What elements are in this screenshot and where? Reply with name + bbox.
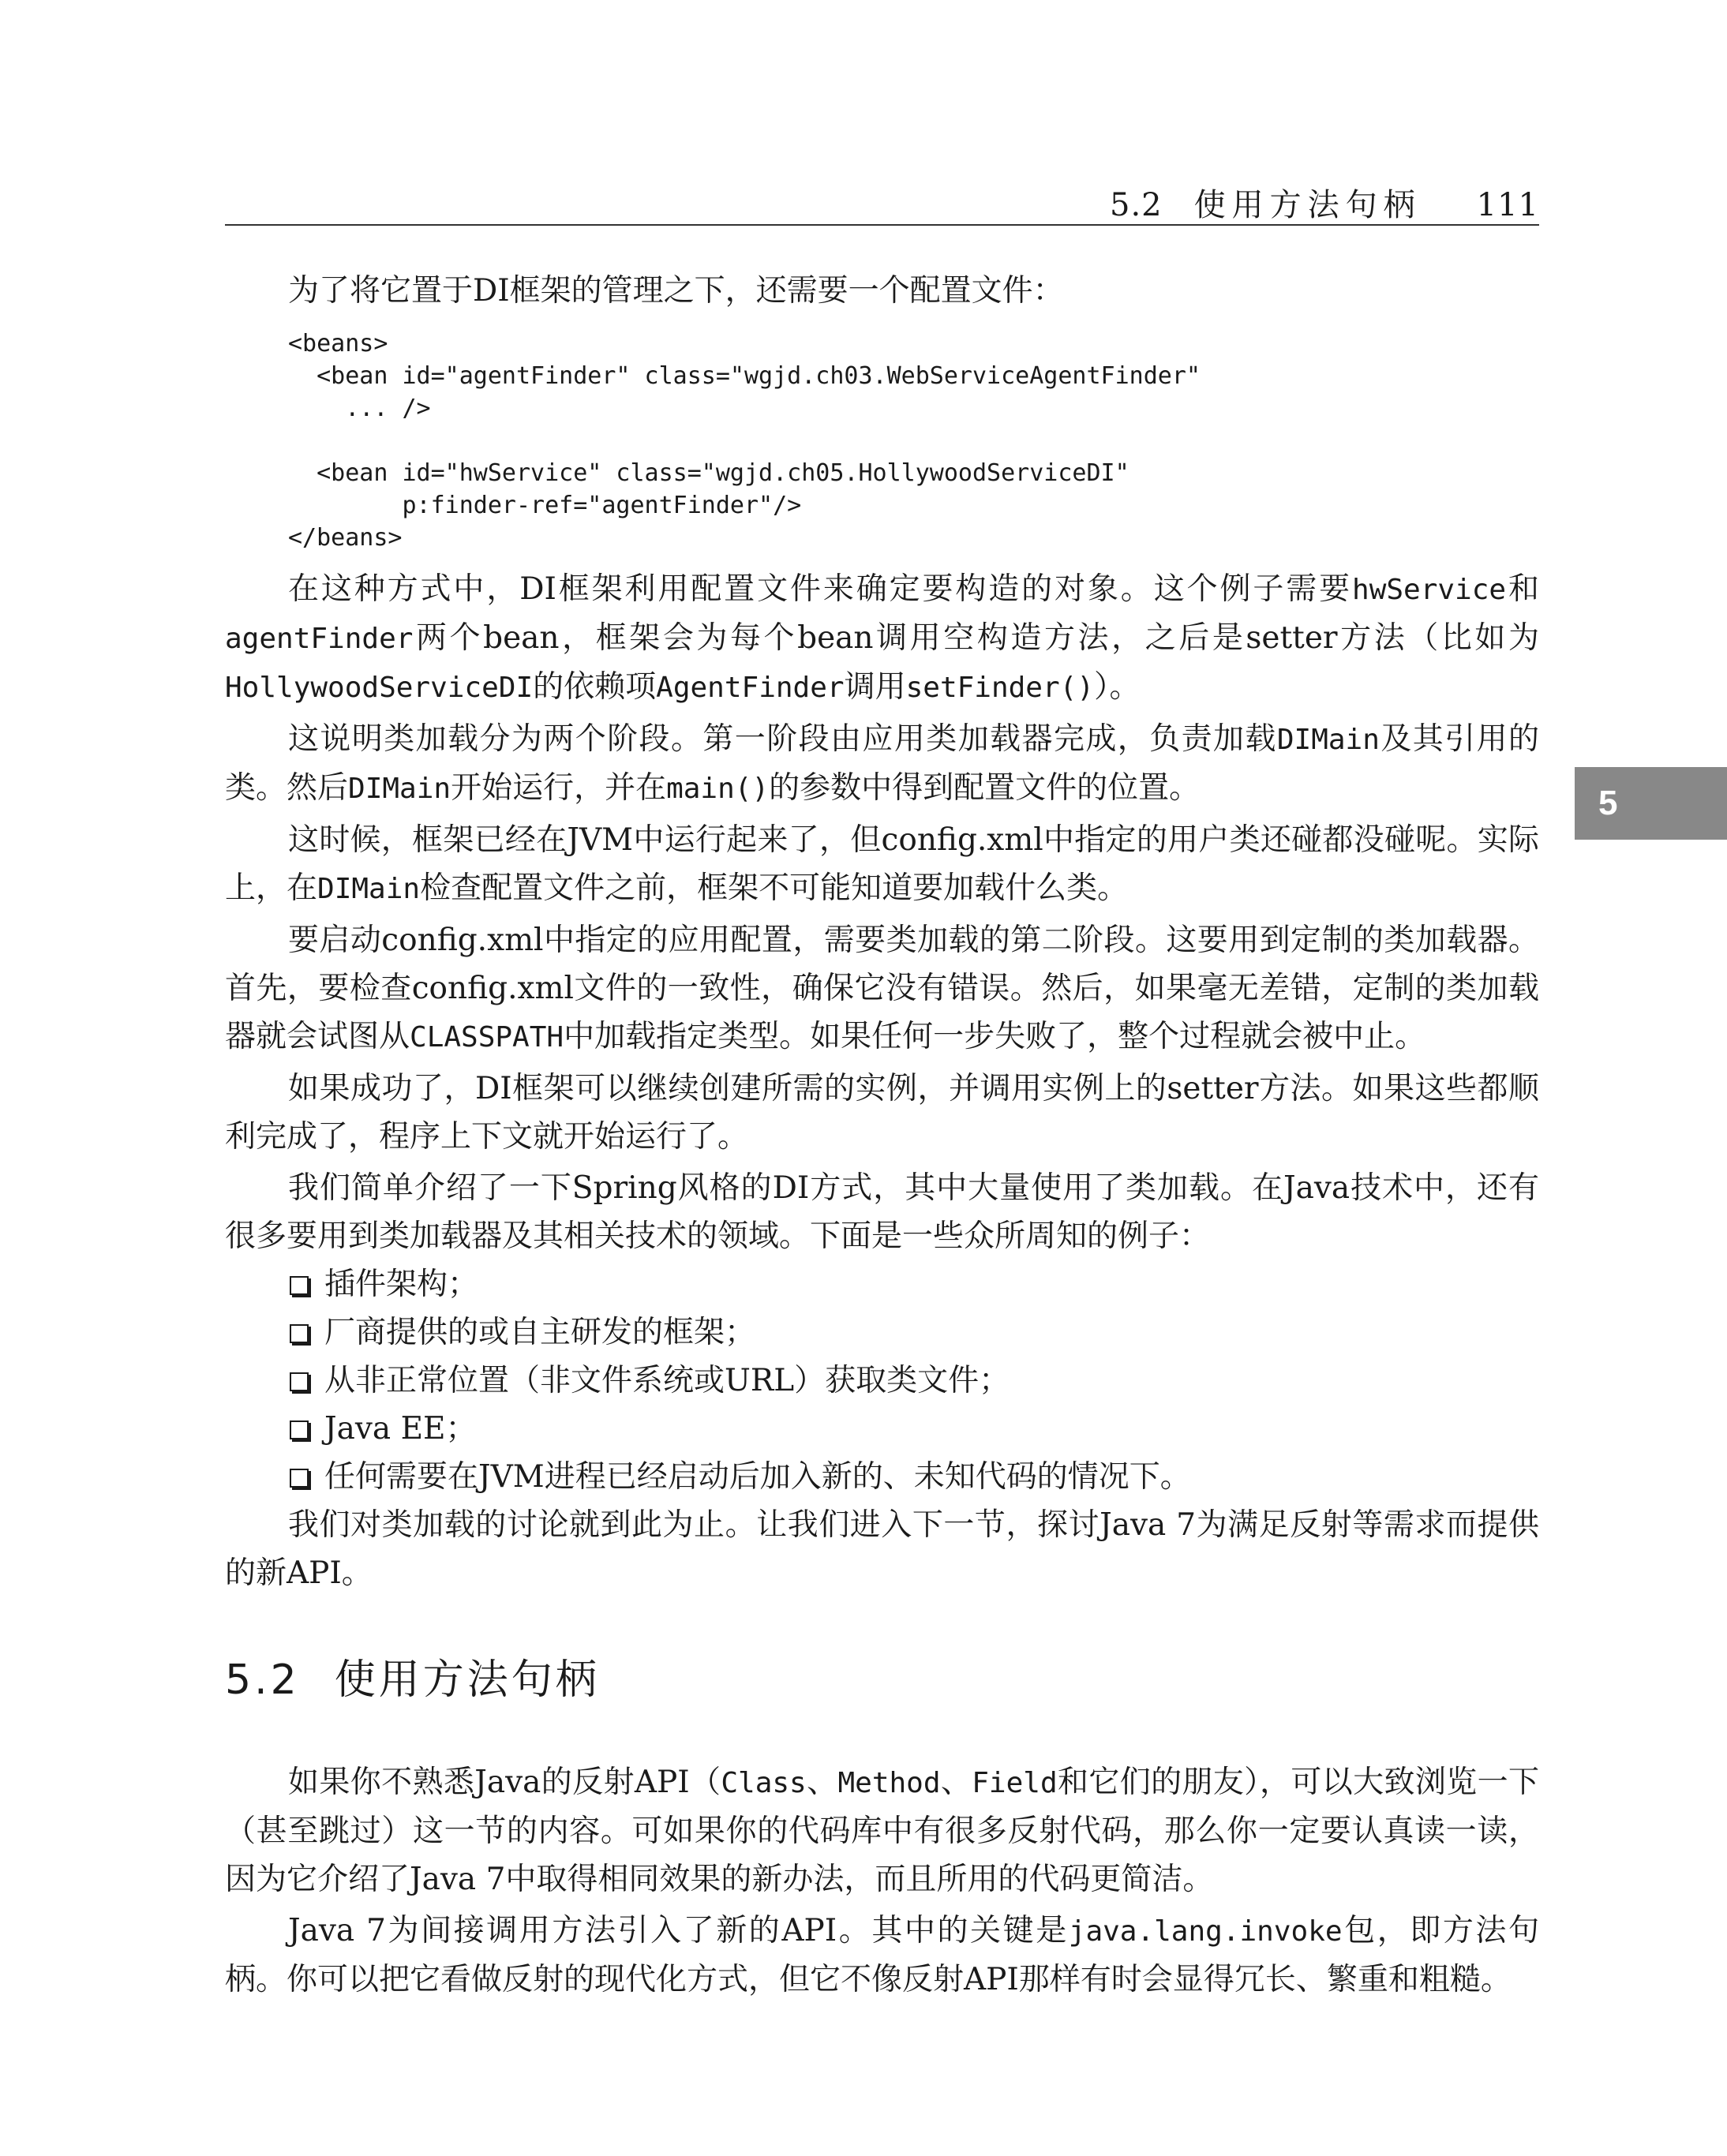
code-inline: DIMain	[317, 873, 421, 905]
paragraph-end-classloading: 我们对类加载的讨论就到此为止。让我们进入下一节，探讨Java 7为满足反射等需求而提供的新API。	[225, 1507, 1539, 1591]
page-number: 111	[1476, 187, 1539, 223]
text-run: 如果你不熟悉Java的反射API（	[288, 1765, 721, 1800]
text-run: ）。	[1094, 669, 1141, 705]
list-item-text: 任何需要在JVM进程已经启动后加入新的、未知代码的情况下。	[324, 1459, 1191, 1495]
text-run: 开始运行，并在	[451, 770, 667, 806]
code-line: <beans>	[288, 330, 388, 357]
running-header	[1110, 180, 1539, 225]
list-item-text: Java EE；	[324, 1411, 477, 1447]
list-item-text: 插件架构；	[324, 1267, 479, 1302]
text-run: 、	[940, 1765, 972, 1800]
list-item	[288, 1308, 1539, 1357]
code-line: <bean id="hwService" class="wgjd.ch05.HollywoodServiceDI"	[288, 459, 1129, 487]
code-block	[288, 328, 1539, 554]
text-run: 中加载指定类型。如果任何一步失败了，整个过程就会被中止。	[564, 1019, 1426, 1054]
code-inline: hwService	[1352, 574, 1507, 606]
section-title: 使用方法句柄	[334, 1656, 600, 1704]
checkbox-bullet-icon	[290, 1276, 309, 1295]
chapter-tab-label: 5	[1598, 784, 1618, 822]
list-item	[288, 1260, 1539, 1308]
code-inline: Method	[837, 1767, 941, 1799]
text-run: 这说明类加载分为两个阶段。第一阶段由应用类加载器完成，负责加载	[288, 721, 1277, 757]
header-rule	[225, 224, 1539, 226]
intro-paragraph: 为了将它置于DI框架的管理之下，还需要一个配置文件：	[288, 273, 1064, 309]
text-run: 、	[806, 1765, 838, 1800]
code-inline: Field	[972, 1767, 1058, 1799]
text-run: 及其引用的类。然后	[225, 721, 1539, 806]
list-item-text: 从非正常位置（非文件系统或URL）获取类文件；	[324, 1363, 1010, 1398]
checkbox-bullet-icon	[290, 1420, 309, 1439]
checkbox-bullet-icon	[290, 1469, 309, 1488]
text-run: 要启动config.xml中指定的应用配置，需要类加载的第二阶段。这要用到定制的类加载器。首先，要检查config.xml文件的一致性，确保它没有错误。然后，如果毫无差错，定制的类加载器就会试图从	[225, 923, 1539, 1054]
section-number: 5.2	[225, 1656, 300, 1704]
code-line: p:finder-ref="agentFinder"/>	[288, 492, 802, 519]
paragraph-di-config	[225, 565, 1539, 712]
code-inline: java.lang.invoke	[1068, 1915, 1343, 1948]
code-inline: HollywoodServiceDI	[225, 672, 534, 704]
paragraph-second-phase	[225, 916, 1539, 1061]
code-inline: main()	[666, 773, 770, 805]
list-item	[288, 1357, 1539, 1405]
text-run: 这时候，框架已经在JVM中运行起来了，但config.xml中指定的用户类还碰都没碰呢。实际上，在	[225, 822, 1539, 906]
text-run: 和	[1506, 571, 1539, 607]
paragraph-jvm-running	[225, 816, 1539, 913]
text-run: 和它们的朋友），可以大致浏览一下（甚至跳过）这一节的内容。可如果你的代码库中有很多反射代码，那么你一定要认真读一读，因为它介绍了Java 7中取得相同效果的新办法，而且所用的代码更简洁。	[225, 1765, 1539, 1897]
code-line: ... />	[288, 395, 431, 422]
text-run: 的依赖项	[533, 669, 657, 705]
code-inline: AgentFinder	[656, 672, 845, 704]
text-run: 调用	[844, 669, 906, 705]
chapter-tab	[1575, 767, 1727, 840]
text-run: Java 7为间接调用方法引入了新的API。其中的关键是	[288, 1913, 1069, 1948]
code-inline: DIMain	[1276, 724, 1380, 756]
text-run: 包，即方法句柄。你可以把它看做反射的现代化方式，但它不像反射API那样有时会显得冗长、繁重和粗糙。	[225, 1913, 1539, 1997]
code-line: <bean id="agentFinder" class="wgjd.ch03.WebServiceAgentFinder"	[288, 362, 1201, 390]
text-run: 在这种方式中，DI框架利用配置文件来确定要构造的对象。这个例子需要	[288, 571, 1353, 607]
header-section-number: 5.2	[1110, 187, 1163, 223]
code-inline: setFinder()	[905, 672, 1095, 704]
code-inline: Class	[721, 1767, 807, 1799]
checkbox-bullet-icon	[290, 1324, 309, 1343]
list-item	[288, 1405, 1539, 1453]
list-item	[288, 1453, 1539, 1501]
list-item-text: 厂商提供的或自主研发的框架；	[324, 1315, 756, 1350]
paragraph-two-phases	[225, 715, 1539, 813]
header-section-title: 使用方法句柄	[1193, 187, 1422, 223]
text-run: 的参数中得到配置文件的位置。	[769, 770, 1201, 806]
section-heading	[225, 1653, 1539, 1708]
code-line: </beans>	[288, 524, 403, 552]
paragraph-success: 如果成功了，DI框架可以继续创建所需的实例，并调用实例上的setter方法。如果这些都顺利完成了，程序上下文就开始运行了。	[225, 1071, 1539, 1155]
code-inline: agentFinder	[225, 623, 414, 655]
code-inline: CLASSPATH	[410, 1021, 564, 1054]
paragraph-reflection-api	[225, 1758, 1539, 1903]
checkbox-bullet-icon	[290, 1372, 309, 1391]
code-inline: DIMain	[348, 773, 451, 805]
page-body	[225, 267, 1539, 2004]
paragraph-method-handles	[225, 1907, 1539, 2004]
paragraph-spring-di: 我们简单介绍了一下Spring风格的DI方式，其中大量使用了类加载。在Java技术中，还有很多要用到类加载器及其相关技术的领域。下面是一些众所周知的例子：	[225, 1170, 1539, 1254]
text-run: 两个bean，框架会为每个bean调用空构造方法，之后是setter方法（比如为	[413, 620, 1539, 656]
text-run: 检查配置文件之前，框架不可能知道要加载什么类。	[420, 870, 1129, 906]
example-list	[225, 1260, 1539, 1501]
